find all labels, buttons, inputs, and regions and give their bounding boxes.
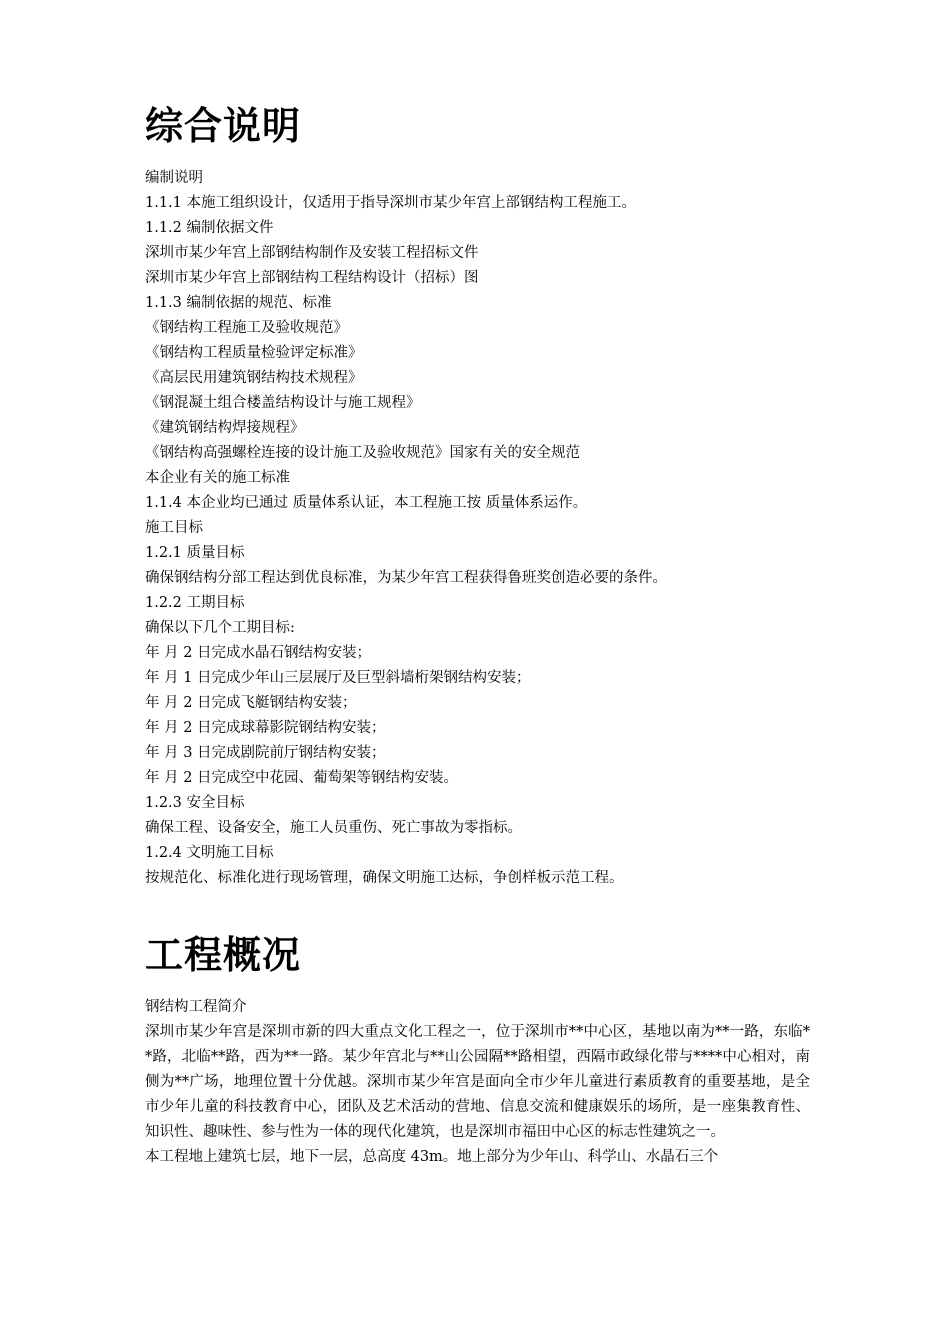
text-line: 年 月 1 日完成少年山三层展厅及巨型斜墙桁架钢结构安装；: [145, 670, 531, 686]
text-line: 施工目标: [145, 520, 203, 536]
text-line: 1.1.4 本企业均已通过 质量体系认证，本工程施工按 质量体系运作。: [145, 495, 588, 511]
text-line: 《钢结构工程施工及验收规范》: [145, 320, 348, 336]
text-line: 1.2.2 工期目标: [145, 595, 245, 611]
text-line: 1.1.2 编制依据文件: [145, 220, 274, 236]
text-line: 编制说明: [145, 170, 203, 186]
section-title-overview: 综合说明: [145, 104, 302, 148]
text-line: 确保钢结构分部工程达到优良标准，为某少年宫工程获得鲁班奖创造必要的条件。: [145, 570, 667, 586]
text-line: 《高层民用建筑钢结构技术规程》: [145, 370, 363, 386]
text-line: 《钢结构工程质量检验评定标准》: [145, 345, 363, 361]
text-line: 《钢结构高强螺栓连接的设计施工及验收规范》国家有关的安全规范: [145, 445, 580, 461]
text-line: 年 月 3 日完成剧院前厅钢结构安装；: [145, 745, 386, 761]
text-line: 确保以下几个工期目标:: [145, 620, 295, 636]
text-line: 年 月 2 日完成水晶石钢结构安装；: [145, 645, 372, 661]
text-line: 《钢混凝土组合楼盖结构设计与施工规程》: [145, 395, 421, 411]
text-line: 深圳市某少年宫上部钢结构制作及安装工程招标文件: [145, 245, 479, 261]
text-line: 1.2.1 质量目标: [145, 545, 245, 561]
section-overview-body: [145, 166, 810, 891]
document-page: [145, 0, 810, 1170]
text-line: 深圳市某少年宫上部钢结构工程结构设计（招标）图: [145, 270, 479, 286]
text-line: 确保工程、设备安全，施工人员重伤、死亡事故为零指标。: [145, 820, 522, 836]
text-line: 1.1.3 编制依据的规范、标准: [145, 295, 332, 311]
text-line: 1.2.4 文明施工目标: [145, 845, 274, 861]
text-line: 本企业有关的施工标准: [145, 470, 290, 486]
text-line: 1.2.3 安全目标: [145, 795, 245, 811]
text-line: 年 月 2 日完成球幕影院钢结构安装；: [145, 720, 386, 736]
text-line: 按规范化、标准化进行现场管理，确保文明施工达标，争创样板示范工程。: [145, 870, 624, 886]
text-line: 年 月 2 日完成飞艇钢结构安装；: [145, 695, 357, 711]
subsection-title: 钢结构工程简介: [145, 999, 247, 1015]
body-paragraph: 深圳市某少年宫是深圳市新的四大重点文化工程之一，位于深圳市**中心区，基地以南为**一路，东临**路，北临**路，西为**一路。某少年宫北与**山公园隔**路相望，西隔市政绿化带与****中心相对，南侧为**广场，地理位置十分优越。深圳市某少年宫是面向全市少年儿童进行素质教育的重要基地，是全市少年儿童的科技教育中心，团队及艺术活动的营地、信息交流和健康娱乐的场所，是一座集教育性、知识性、趣味性、参与性为一体的现代化建筑，也是深圳市福田中心区的标志性建筑之一。: [145, 1024, 810, 1140]
section-project-body: [145, 995, 810, 1170]
body-paragraph: 本工程地上建筑七层，地下一层，总高度 43m。地上部分为少年山、科学山、水晶石三个: [145, 1149, 719, 1165]
section-title-project: 工程概况: [145, 933, 302, 977]
text-line: 《建筑钢结构焊接规程》: [145, 420, 305, 436]
text-line: 1.1.1 本施工组织设计，仅适用于指导深圳市某少年宫上部钢结构工程施工。: [145, 195, 637, 211]
text-line: 年 月 2 日完成空中花园、葡萄架等钢结构安装。: [145, 770, 459, 786]
